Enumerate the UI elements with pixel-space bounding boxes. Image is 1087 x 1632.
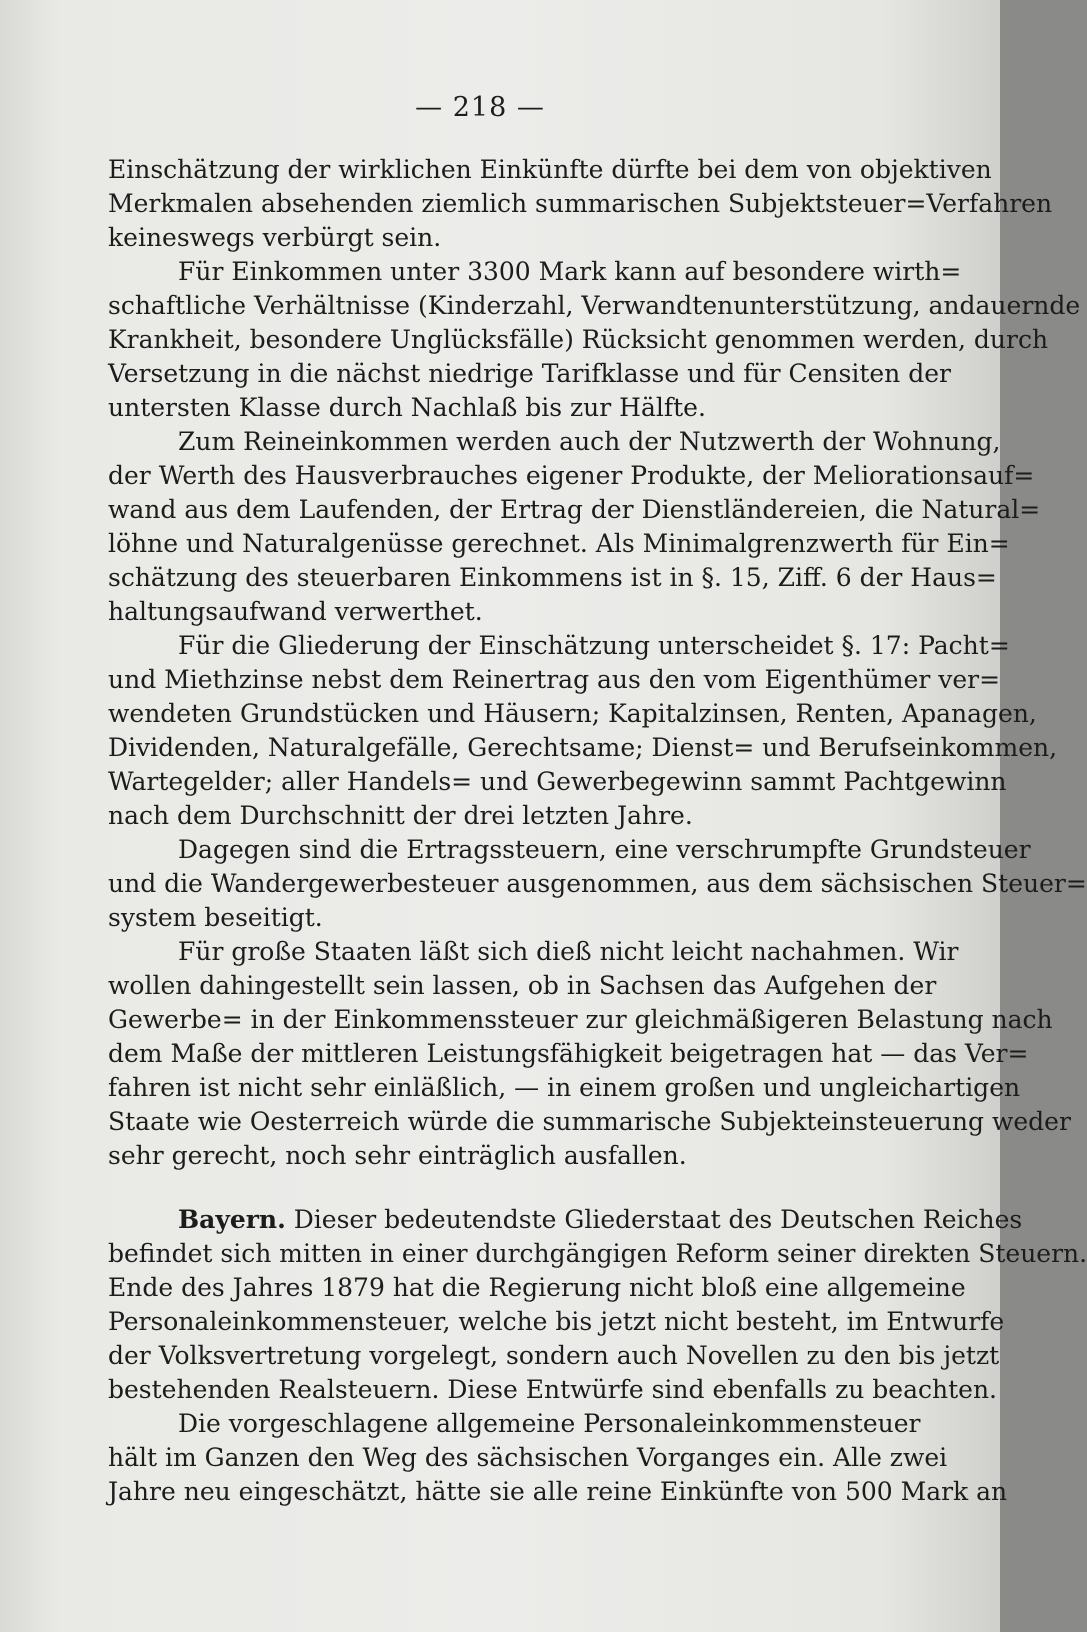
text-line: untersten Klasse durch Nachlaß bis zur Hälfte. <box>108 393 706 422</box>
text-line: Zum Reineinkommen werden auch der Nutzwerth der Wohnung, <box>178 427 1001 456</box>
text-line: Für die Gliederung der Einschätzung unterscheidet §. 17: Pacht= <box>178 631 1010 660</box>
text-line: schätzung des steuerbaren Einkommens ist in §. 15, Ziff. 6 der Haus= <box>108 563 997 592</box>
text-line: Für große Staaten läßt sich dieß nicht leicht nachahmen. Wir <box>178 937 959 966</box>
section-heading: Bayern. <box>178 1205 286 1234</box>
text-line: Staate wie Oesterreich würde die summarische Subjekteinsteuerung weder <box>108 1107 1071 1136</box>
text-line: der Volksvertretung vorgelegt, sondern auch Novellen zu den bis jetzt <box>108 1341 1000 1370</box>
text-line-rest: Dieser bedeutendste Gliederstaat des Deutschen Reiches <box>285 1205 1023 1234</box>
text-line: Jahre neu eingeschätzt, hätte sie alle reine Einkünfte von 500 Mark an <box>108 1477 1008 1506</box>
text-line: nach dem Durchschnitt der drei letzten Jahre. <box>108 801 693 830</box>
text-line: schaftliche Verhältnisse (Kinderzahl, Verwandtenunterstützung, andauernde <box>108 291 1081 320</box>
text-line: Ende des Jahres 1879 hat die Regierung nicht bloß eine allgemeine <box>108 1273 966 1302</box>
text-line: wand aus dem Laufenden, der Ertrag der Dienstländereien, die Natural= <box>108 495 1041 524</box>
text-line: Versetzung in die nächst niedrige Tarifklasse und für Censiten der <box>108 359 951 388</box>
text-line: und die Wandergewerbesteuer ausgenommen, aus dem sächsischen Steuer= <box>108 869 1087 898</box>
page-number: — 218 — <box>415 92 545 123</box>
text-line: Dagegen sind die Ertragssteuern, eine verschrumpfte Grundsteuer <box>178 835 1031 864</box>
text-line: sehr gerecht, noch sehr einträglich ausfallen. <box>108 1141 687 1170</box>
text-line: der Werth des Hausverbrauches eigener Produkte, der Meliorationsauf= <box>108 461 1035 490</box>
text-line: haltungsaufwand verwerthet. <box>108 597 483 626</box>
text-line: löhne und Naturalgenüsse gerechnet. Als Minimalgrenzwerth für Ein= <box>108 529 1010 558</box>
text-line: Für Einkommen unter 3300 Mark kann auf besondere wirth= <box>178 257 962 286</box>
body-text <box>108 153 1087 1509</box>
text-line <box>108 1203 1023 1237</box>
text-line: system beseitigt. <box>108 903 323 932</box>
text-line: Merkmalen absehenden ziemlich summarischen Subjektsteuer=Verfahren <box>108 189 1053 218</box>
text-line: Einschätzung der wirklichen Einkünfte dürfte bei dem von objektiven <box>108 155 992 184</box>
text-line: bestehenden Realsteuern. Diese Entwürfe sind ebenfalls zu beachten. <box>108 1375 998 1404</box>
text-line: und Miethzinse nebst dem Reinertrag aus den vom Eigenthümer ver= <box>108 665 1001 694</box>
text-line: Personaleinkommensteuer, welche bis jetzt nicht besteht, im Entwurfe <box>108 1307 1005 1336</box>
text-line: keineswegs verbürgt sein. <box>108 223 442 252</box>
text-line: Gewerbe= in der Einkommenssteuer zur gleichmäßigeren Belastung nach <box>108 1005 1053 1034</box>
section-gap <box>108 1173 933 1203</box>
text-line: Wartegelder; aller Handels= und Gewerbegewinn sammt Pachtgewinn <box>108 767 1007 796</box>
text-line: wollen dahingestellt sein lassen, ob in Sachsen das Aufgehen der <box>108 971 937 1000</box>
text-line: hält im Ganzen den Weg des sächsischen Vorganges ein. Alle zwei <box>108 1443 948 1472</box>
text-line: befindet sich mitten in einer durchgängigen Reform seiner direkten Steuern. <box>108 1239 1087 1268</box>
text-line: Dividenden, Naturalgefälle, Gerechtsame; Dienst= und Berufseinkommen, <box>108 733 1058 762</box>
text-line: Krankheit, besondere Unglücksfälle) Rücksicht genommen werden, durch <box>108 325 1049 354</box>
text-line: dem Maße der mittleren Leistungsfähigkeit beigetragen hat — das Ver= <box>108 1039 1029 1068</box>
text-line: Die vorgeschlagene allgemeine Personaleinkommensteuer <box>178 1409 921 1438</box>
text-line: wendeten Grundstücken und Häusern; Kapitalzinsen, Renten, Apanagen, <box>108 699 1037 728</box>
text-line: fahren ist nicht sehr einläßlich, — in einem großen und ungleichartigen <box>108 1073 1021 1102</box>
